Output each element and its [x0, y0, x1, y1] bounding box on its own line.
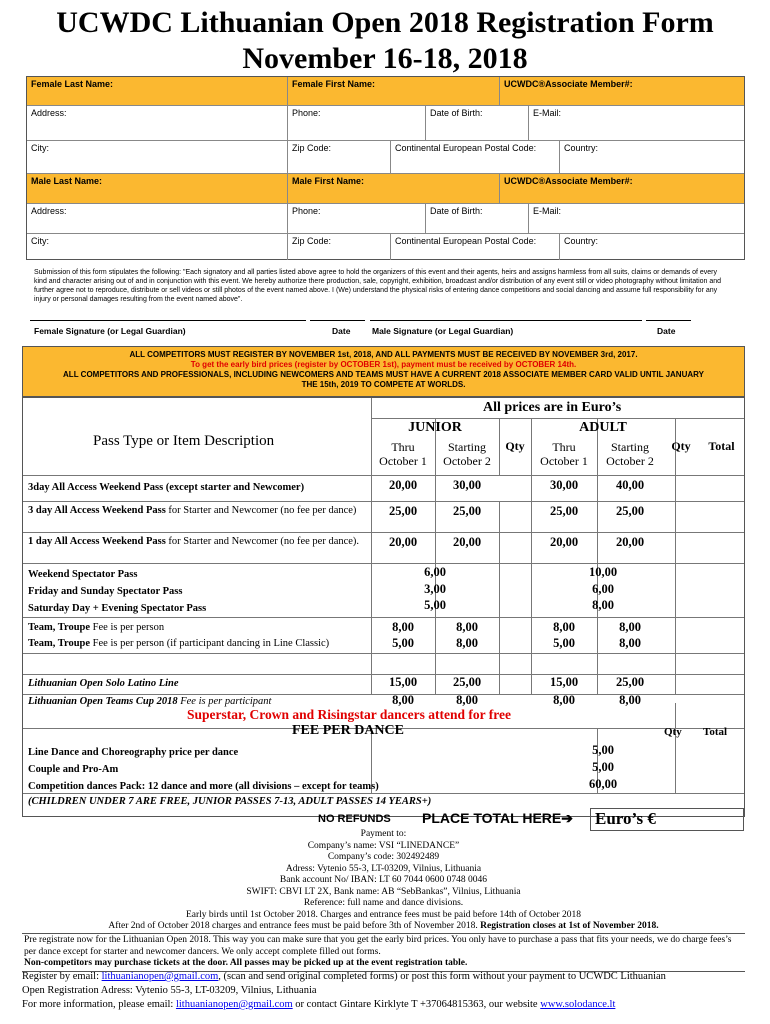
teams-cup-line: Lithuanian Open Teams Cup 2018 Fee is per participant — [28, 696, 272, 707]
banner-early-bird: To get the early bird prices (register by OCTOBER 1st), payment must be received by OCTOBER 14th. — [190, 360, 577, 369]
female-date-label: Date — [332, 326, 351, 336]
female-dob-field[interactable]: Date of Birth: — [425, 106, 528, 140]
solo-latino-line: Lithuanian Open Solo Latino Line — [28, 678, 179, 689]
deadline-banner — [22, 346, 745, 397]
website-link[interactable]: www.solodance.lt — [540, 999, 616, 1010]
payment-info: Payment to: Company’s name: VSI “LINEDANCE” Company’s code: 302492489 Adress: Vytenio 55-3, LT-03209, Vilnius, Lithuania Bank account No/ IBAN: LT 60 7044 0600 0748 0046 SWIFT: CBVI LT 2X, Bank name: AB “SebBankas”, Vilnius, Lithuania Reference: full name and dance divisions. Early birds until 1st October 2018. Charges and entrance fees must be paid before 14th of October 2018 After 2nd of October 2018 charges and entrance fees must be paid before 3th of November 2018. Registration closes at 1st of November 2018. — [108, 829, 659, 931]
form-subtitle-dates: November 16-18, 2018 — [242, 42, 528, 75]
spectator-junior-prices: 6,00 3,00 5,00 — [424, 565, 446, 612]
female-member-field[interactable]: UCWDC®Associate Member#: — [499, 77, 746, 105]
banner-line-3: ALL COMPETITORS AND PROFESSIONALS, INCLUDING NEWCOMERS AND TEAMS MUST HAVE A CURRENT 2018 ASSOCIATE MEMBER CARD VALID UNTIL JANUARY — [63, 370, 704, 379]
male-date-line[interactable] — [646, 320, 691, 321]
female-location-row — [27, 141, 744, 174]
adult-qty-header: Qty — [671, 439, 691, 453]
male-location-row — [27, 234, 744, 260]
female-zip-field[interactable]: Zip Code: — [287, 141, 390, 173]
pass-type-header: Pass Type or Item Description — [93, 433, 275, 449]
junior-starting-header: Starting October 2 — [443, 440, 491, 468]
female-address-field[interactable]: Address: — [31, 108, 67, 118]
male-postal-field[interactable]: Continental European Postal Code: — [390, 234, 559, 260]
register-email-link[interactable]: lithuanianopen@gmail.com — [101, 971, 219, 982]
junior-header: JUNIOR — [408, 420, 462, 435]
place-total-label: PLACE TOTAL HERE➔ — [422, 810, 573, 826]
adult-header: ADULT — [579, 420, 627, 435]
male-last-name-field[interactable]: Male Last Name: — [31, 176, 103, 186]
spectator-passes: Weekend Spectator Pass Friday and Sunday Spectator Pass Saturday Day + Evening Spectator Pass — [28, 569, 207, 614]
team-adult-thru: 8,00 5,00 — [553, 620, 575, 650]
no-refunds: NO REFUNDS — [318, 813, 391, 825]
fee-qty-header: Qty — [664, 726, 682, 738]
male-zip-field[interactable]: Zip Code: — [287, 234, 390, 260]
price-cell: 25,00 — [452, 675, 482, 689]
liability-disclaimer: Submission of this form stipulates the following: "Each signatory and all parties listed above agree to hold the organizers of this event and their agents, heirs and assigns harmless from all suits, claims or demands of every kind and character arising out of and in conjunction with this event. We hereby authorize there production, sale, copyright, exhibition, broadcast and/or distribution of any event still or video photography without limitation and further agree not to reproduce, distribute or sell videos or still photos of the event named above. I (We) understand the physical risks of entering dance competitions and social dancing and assume full responsibility for any injury or personal damages resulting from the event named above". — [34, 269, 722, 303]
adult-starting-header: Starting October 2 — [606, 440, 654, 468]
male-dob-field[interactable]: Date of Birth: — [425, 204, 528, 233]
pass-row-3day-starter: 3 day All Access Weekend Pass for Starter and Newcomer (no fee per dance) — [28, 505, 357, 516]
price-cell: 25,00 — [615, 675, 645, 689]
female-signature-line[interactable] — [30, 320, 306, 321]
female-postal-field[interactable]: Continental European Postal Code: — [390, 141, 559, 173]
team-junior-start: 8,00 8,00 — [456, 620, 478, 650]
total-input[interactable]: Euro’s € — [590, 808, 744, 831]
female-contact-row — [27, 106, 744, 141]
male-signature-label: Male Signature (or Legal Guardian) — [372, 326, 514, 336]
male-signature-line[interactable] — [370, 320, 642, 321]
price-cell: 20,00 — [452, 535, 482, 549]
female-first-name-field[interactable]: Female First Name: — [287, 77, 499, 105]
price-cell: 20,00 — [388, 535, 418, 549]
spectator-adult-prices: 10,00 6,00 8,00 — [588, 565, 618, 612]
fee-per-dance-header: FEE PER DANCE — [291, 723, 404, 738]
banner-line-1: ALL COMPETITORS MUST REGISTER BY NOVEMBER 1st, 2018, AND ALL PAYMENTS MUST BE RECEIVED BY NOVEMBER 3rd, 2017. — [129, 350, 638, 359]
price-table — [22, 397, 745, 817]
male-contact-row — [27, 204, 744, 234]
fee-total-header: Total — [703, 726, 728, 738]
banner-line-4: THE 15th, 2019 TO COMPETE AT WORLDS. — [301, 380, 466, 389]
pass-row-3day-all: 3day All Access Weekend Pass (except starter and Newcomer) — [28, 482, 305, 493]
team-junior-thru: 8,00 5,00 — [392, 620, 414, 650]
form-title: UCWDC Lithuanian Open 2018 Registration Form — [56, 6, 714, 39]
total-header: Total — [708, 439, 735, 453]
adult-thru-header: Thru October 1 — [540, 440, 588, 468]
currency-note: All prices are in Euro’s — [483, 400, 622, 415]
price-cell: 15,00 — [549, 675, 579, 689]
team-adult-start: 8,00 8,00 — [619, 620, 641, 650]
price-cell: 8,00 — [456, 693, 478, 707]
female-phone-field[interactable]: Phone: — [287, 106, 425, 140]
pass-row-1day-starter: 1 day All Access Weekend Pass for Starter and Newcomer (no fee per dance). — [28, 536, 360, 547]
junior-thru-header: Thru October 1 — [379, 440, 427, 468]
dance-fee-items: Line Dance and Choreography price per dance Couple and Pro-Am Competition dances Pack: 12 dance and more (all divisions – except for teams) — [28, 747, 379, 792]
price-cell: 25,00 — [549, 504, 579, 518]
male-email-field[interactable]: E-Mail: — [528, 204, 746, 233]
female-last-name-field[interactable]: Female Last Name: — [31, 79, 114, 89]
price-cell: 8,00 — [619, 693, 641, 707]
male-date-label: Date — [657, 326, 676, 336]
info-email-link[interactable]: lithuanianopen@gmail.com — [175, 999, 293, 1010]
male-first-name-field[interactable]: Male First Name: — [287, 174, 499, 203]
price-cell: 20,00 — [549, 535, 579, 549]
price-cell: 25,00 — [388, 504, 418, 518]
male-country-field[interactable]: Country: — [559, 234, 746, 260]
price-cell: 40,00 — [615, 478, 645, 492]
price-cell: 30,00 — [452, 478, 482, 492]
male-city-field[interactable]: City: — [31, 236, 49, 246]
registration-grid — [26, 76, 745, 260]
price-cell: 20,00 — [388, 478, 418, 492]
price-cell: 15,00 — [388, 675, 418, 689]
preregistration-note: Pre registrate now for the Lithuanian Open 2018. This way you can make sure that you get the early bird prices. You only have to purchase a pass that fits your needs, we do charge fees’s per dance except for starter and newcomer dancers. We only accept complete filled out forms. Non-competitors may purchase tickets at the door. All passes may be picked up at the event registration table. — [22, 933, 745, 972]
dance-fee-prices: 5,00 5,00 60,00 — [588, 743, 618, 791]
team-troupe-rows: Team, Troupe Fee is per person Team, Troupe Fee is per person (if participant dancing in Line Classic) — [28, 622, 330, 649]
price-cell: 30,00 — [549, 478, 579, 492]
price-cell: 8,00 — [392, 693, 414, 707]
female-city-field[interactable]: City: — [31, 143, 49, 153]
price-cell: 25,00 — [615, 504, 645, 518]
male-member-field[interactable]: UCWDC®Associate Member#: — [499, 174, 746, 203]
female-email-field[interactable]: E-Mail: — [528, 106, 746, 140]
superstar-note: Superstar, Crown and Risingstar dancers attend for free — [186, 707, 511, 722]
female-name-row — [27, 77, 744, 106]
female-date-line[interactable] — [310, 320, 365, 321]
female-country-field[interactable]: Country: — [559, 141, 746, 173]
male-phone-field[interactable]: Phone: — [287, 204, 425, 233]
male-name-row — [27, 174, 744, 204]
price-cell: 20,00 — [615, 535, 645, 549]
female-signature-label: Female Signature (or Legal Guardian) — [34, 326, 186, 336]
male-address-field[interactable]: Address: — [31, 206, 67, 216]
qty-header: Qty — [505, 439, 525, 453]
price-cell: 8,00 — [553, 693, 575, 707]
price-cell: 25,00 — [452, 504, 482, 518]
register-info: Register by email: lithuanianopen@gmail.com, (scan and send original completed forms) or post this form without your payment to UCWDC Lithuanian Open Registration Adress: Vytenio 55-3, LT-03209, Vilnius, Lithuania For more information, please email: lithuanianopen@gmail.com or contact Gintare Kirklyte T +37064815363, our website www.solodance.lt — [22, 971, 666, 1010]
age-notice: (CHILDREN UNDER 7 ARE FREE, JUNIOR PASSES 7-13, ADULT PASSES 14 YEARS+) — [28, 796, 432, 807]
